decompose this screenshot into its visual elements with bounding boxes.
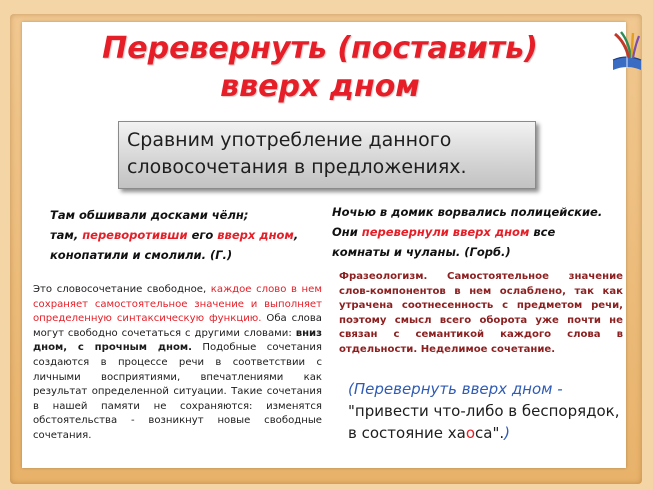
example-right-part1: Ночью в домик ворвались полицейские. <box>332 205 603 219</box>
idiom-line-2: "привести что-либо в беспорядок, <box>348 402 620 420</box>
example-left-part1: Там обшивали досками чёлн; <box>50 208 249 222</box>
idiom-open-paren: ( <box>348 380 354 398</box>
example-left-part3: его <box>187 228 218 242</box>
banner-line-1: Сравним употребление данного <box>127 129 452 151</box>
left-text-p3: Подобные сочетания создаются в процессе речи в соответствии с личными восприятиями, впечатлениями как результат определенной ситуации. Такие сочетания в нашей памяти не сохраняются: изменятся обстоятельства - возникнут новые свободные сочетания. <box>33 342 322 441</box>
left-text-p2: Оба слова могут свободно сочетаться с другими словами: <box>33 313 322 339</box>
book-quill-logo-icon <box>607 30 647 76</box>
example-right-part4: комнаты и чуланы. (Горб.) <box>332 245 511 259</box>
idiom-line-3a: в состояние ха <box>348 424 466 442</box>
left-text-highlight: каждое слово в нем сохраняет самостоятельное значение и выполняет определенную синтаксическую функцию. <box>33 284 322 325</box>
example-right-part2: Они <box>332 225 362 239</box>
example-right-highlight: перевернули вверх дном <box>361 225 530 239</box>
title-line-1: Перевернуть (поставить) <box>102 31 538 66</box>
idiom-close-paren: ) <box>504 424 510 442</box>
compare-banner <box>118 121 536 189</box>
banner-line-2: словосочетания в предложениях. <box>127 156 467 178</box>
example-left-part4: , конопатили и смолили. (Г.) <box>50 228 299 262</box>
title-line-2: вверх дном <box>220 69 420 104</box>
free-combination-explanation <box>33 283 322 444</box>
left-text-p1: Это словосочетание свободное, <box>33 284 211 295</box>
page-title <box>40 30 600 106</box>
phraseologism-explanation: Фразеологизм. Самостоятельное значение слов-компонентов в нем ослаблено, так как утрачена соотнесенность с предметом речи, поэтому смысл всего оборота уже почти не связан с семантикой каждого слова в отдельности. Неделимое сочетание. <box>339 271 623 355</box>
example-sentence-right <box>332 202 627 262</box>
example-right-part3: все <box>529 225 556 239</box>
example-left-highlight: переворотивши <box>82 228 188 242</box>
idiom-line-3b: са". <box>475 424 505 442</box>
idiom-definition <box>348 378 628 444</box>
idiom-lead: Перевернуть вверх дном - <box>353 380 563 398</box>
idiom-stress-letter: о <box>465 424 476 442</box>
example-left-highlight-2: вверх дном <box>217 228 294 242</box>
example-sentence-left <box>50 205 300 265</box>
left-text-bold: вниз дном, с прочным дном. <box>33 327 322 354</box>
example-left-part2: там, <box>50 228 83 242</box>
